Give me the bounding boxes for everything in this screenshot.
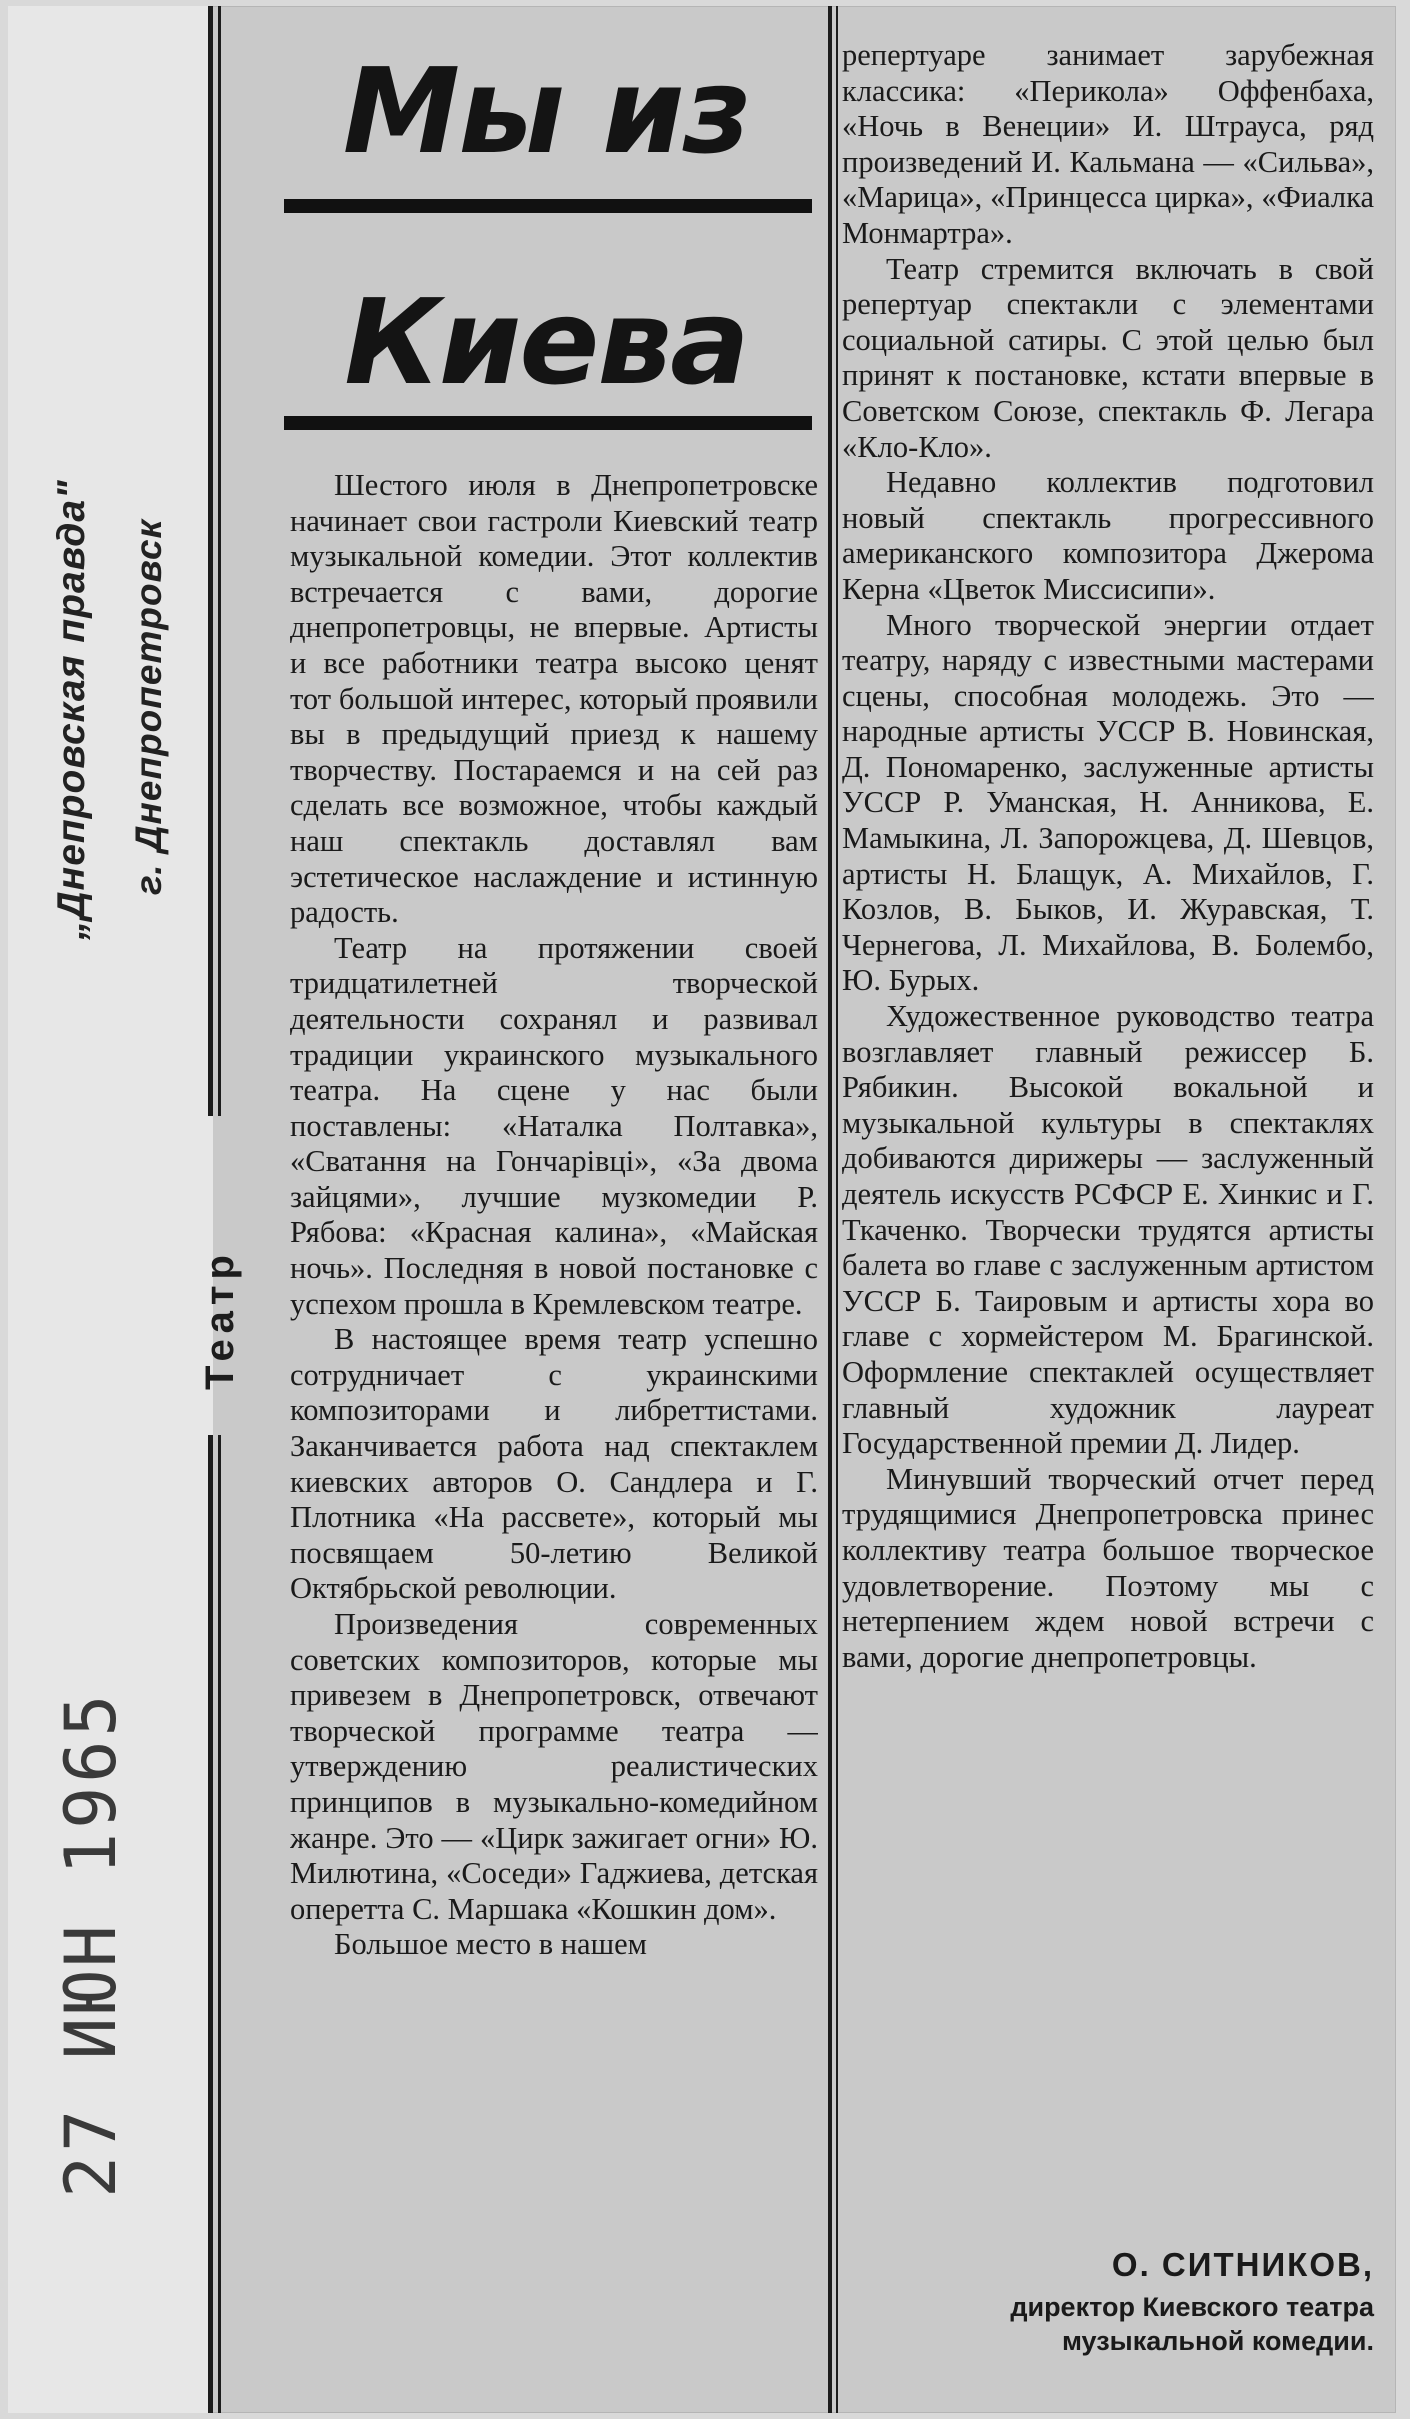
source-newspaper-name: „Днепровская правда" bbox=[50, 479, 93, 940]
source-city: г. Днепропетровск bbox=[128, 518, 169, 895]
author-title: директор Киевского театра музыкальной комедии. bbox=[1010, 2292, 1374, 2356]
paragraph: В настоящее время театр успешно сотрудничает с украинскими композиторами и либреттистами. Заканчивается работа над спектаклем киевских авторов О. Сандлера и Г. Плотника «На рассвете», который мы посвящаем 50-летию Великой Октябрьской революции. bbox=[290, 1322, 818, 1606]
column-divider bbox=[828, 6, 832, 2413]
date-stamp: 27 ИЮН 1965 bbox=[50, 1690, 132, 2198]
paragraph: Недавно коллектив подготовил новый спектакль прогрессивного американского композитора Джерома Керна «Цветок Миссисипи». bbox=[842, 465, 1374, 606]
column-rule bbox=[218, 6, 221, 1116]
paragraph: Шестого июля в Днепропетровске начинает свои гастроли Киевский театр музыкальной комедии. Этот коллектив встречается с вами, дорогие днепропетровцы, не впервые. Артисты и все работники театра высоко ценят тот большой интерес, который проявили вы в предыдущий приезд к нашему творчеству. Постараемся и на сей раз сделать все возможное, чтобы каждый наш спектакль доставлял вам эстетическое наслаждение и истинную радость. bbox=[290, 468, 818, 930]
column-divider bbox=[836, 6, 838, 2413]
column-rule bbox=[208, 6, 213, 1116]
headline-line-1: Мы из bbox=[342, 42, 750, 180]
article-column-right bbox=[842, 38, 1374, 2328]
paragraph: репертуаре занимает зарубежная классика: «Перикола» Оффенбаха, «Ночь в Венеции» И. Штрауса, ряд произведений И. Кальмана — «Сильва», «Марица», «Принцесса цирка», «Фиалка Монмартра». bbox=[842, 38, 1374, 250]
section-label: Театр bbox=[198, 1249, 242, 1390]
paragraph: Театр стремится включать в свой репертуар спектакли с элементами социальной сатиры. С этой целью был принят к постановке, кстати впервые в Советском Союзе, спектакль Ф. Легара «Кло-Кло». bbox=[842, 251, 1374, 464]
column-rule bbox=[218, 1435, 221, 2413]
headline-line-2: Киева bbox=[344, 273, 748, 411]
column-rule bbox=[208, 1435, 213, 2413]
paragraph: Театр на протяжении своей тридцатилетней творческой деятельности сохранял и развивал традиции украинского музыкального театра. На сцене у нас были поставлены: «Наталка Полтавка», «Сватання на Гончарівці», «За двома зайцями», лучшие музкомедии Р. Рябова: «Красная калина», «Майская ночь». Последняя в новой постановке с успехом прошла в Кремлевском театре. bbox=[290, 930, 818, 1321]
headline-rule bbox=[284, 199, 812, 213]
paragraph: Художественное руководство театра возглавляет главный режиссер Б. Рябикин. Высокой вокальной и музыкальной культуры в спектаклях добиваются дирижеры — заслуженный деятель искусств РСФСР Е. Хинкис и Г. Ткаченко. Творчески трудятся артисты балета во главе с заслуженным артистом УССР Б. Таировым и артисты хора во главе с хормейстером М. Брагинской. Оформление спектаклей осуществляет главный художник лауреат Государственной премии Д. Лидер. bbox=[842, 999, 1374, 1461]
paragraph: Большое место в нашем bbox=[334, 1927, 647, 1962]
headline-rule bbox=[284, 416, 812, 430]
article-column-left bbox=[290, 468, 818, 2414]
paragraph: Много творческой энергии отдает театру, наряду с известными мастерами сцены, способная молодежь. Это — народные артисты УССР В. Новинская, Д. Пономаренко, заслуженные артисты УССР Р. Уманская, Н. Анникова, Е. Мамыкина, Л. Запорожцева, Д. Шевцов, артисты Н. Блащук, А. Михайлов, Г. Козлов, В. Быков, И. Журавская, Т. Чернегова, Л. Михайлова, В. Болембо, Ю. Бурых. bbox=[842, 607, 1374, 998]
paragraph: Минувший творческий отчет перед трудящимися Днепропетровска принес коллективу театра большое творческое удовлетворение. Поэтому мы с нетерпением ждем новой встречи с вами, дорогие днепропетровцы. bbox=[842, 1461, 1374, 1674]
author-name: О. СИТНИКОВ, bbox=[1111, 2246, 1374, 2283]
paragraph: Произведения современных советских композиторов, которые мы привезем в Днепропетровск, отвечают творческой программе театра — утверждению реалистических принципов в музыкально-комедийном жанре. Это — «Цирк зажигает огни» Ю. Милютина, «Соседи» Гаджиева, детская оперетта С. Маршака «Кошкин дом». bbox=[290, 1607, 818, 1926]
